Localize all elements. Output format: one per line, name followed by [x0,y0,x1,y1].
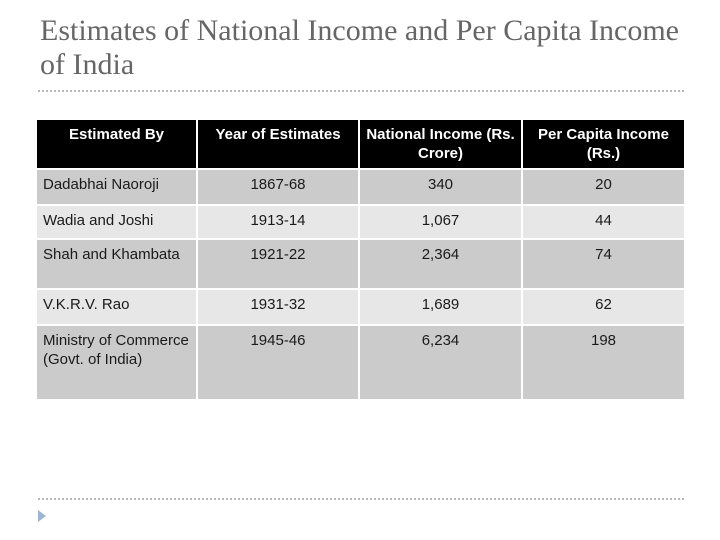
cell-year: 1931-32 [197,289,359,325]
cell-national-income: 2,364 [359,239,522,289]
title-divider [38,90,684,92]
cell-year: 1913-14 [197,205,359,239]
cell-national-income: 340 [359,169,522,205]
cell-year: 1921-22 [197,239,359,289]
cell-per-capita-income: 74 [522,239,684,289]
income-estimates-table [37,120,684,399]
cell-national-income: 1,067 [359,205,522,239]
table-header-row [37,120,684,169]
footer-divider [38,498,684,500]
cell-estimated-by: Ministry of Commerce (Govt. of India) [37,325,197,399]
cell-per-capita-income: 20 [522,169,684,205]
triangle-right-icon [38,510,46,522]
cell-per-capita-income: 62 [522,289,684,325]
cell-national-income: 6,234 [359,325,522,399]
table-row [37,239,684,289]
header-estimated-by: Estimated By [37,120,197,169]
cell-estimated-by: Dadabhai Naoroji [37,169,197,205]
cell-year: 1945-46 [197,325,359,399]
cell-estimated-by: Shah and Khambata [37,239,197,289]
slide-title: Estimates of National Income and Per Capita Income of India [40,14,679,81]
cell-estimated-by: V.K.R.V. Rao [37,289,197,325]
table-row [37,289,684,325]
cell-national-income: 1,689 [359,289,522,325]
table-row [37,169,684,205]
cell-per-capita-income: 198 [522,325,684,399]
header-year-of-estimates: Year of Estimates [197,120,359,169]
cell-year: 1867-68 [197,169,359,205]
header-national-income: National Income (Rs. Crore) [359,120,522,169]
header-per-capita-income: Per Capita Income (Rs.) [522,120,684,169]
table-row [37,325,684,399]
cell-per-capita-income: 44 [522,205,684,239]
cell-estimated-by: Wadia and Joshi [37,205,197,239]
table-row [37,205,684,239]
